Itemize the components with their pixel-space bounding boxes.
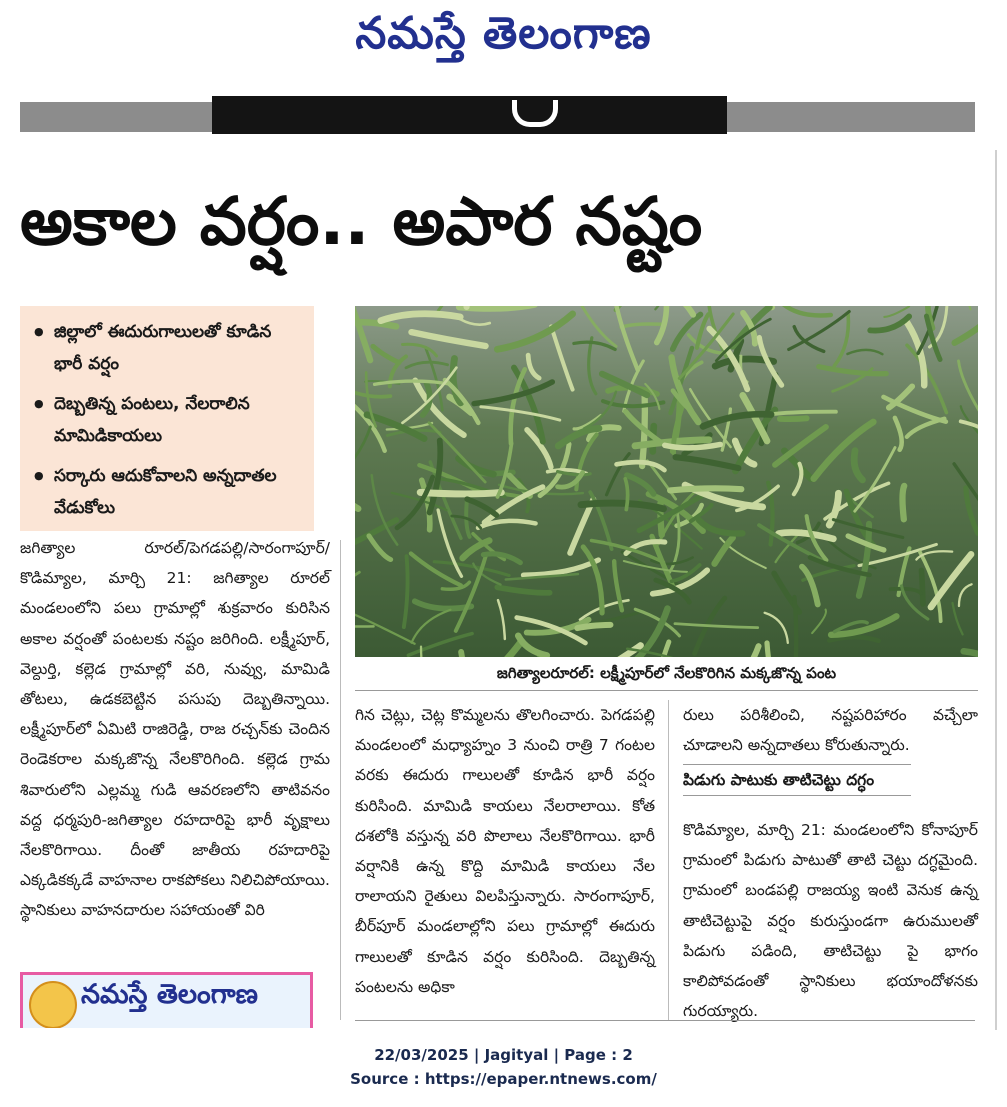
leaf-stroke: [780, 418, 807, 419]
photo-caption: జగిత్యాలరూరల్: లక్ష్మీపూర్‌లో నేలకొరిగిన మక్కజొన్న పంట: [496, 664, 837, 682]
leaf-stroke: [577, 625, 610, 628]
leaf-stroke: [670, 488, 741, 490]
column-divider: [668, 700, 669, 1020]
column-divider: [340, 540, 341, 1020]
crop-photo: [355, 306, 978, 657]
footer-date-line: 22/03/2025 | Jagityal | Page : 2: [374, 1046, 633, 1064]
subheading: పిడుగు పాటుకు తాటిచెట్టు దగ్ధం: [683, 764, 911, 796]
header-band-dark: [212, 96, 727, 134]
masthead-logo: నమస్తే తెలంగాణ: [355, 8, 652, 59]
article-text: గిన చెట్లు, చెట్ల కొమ్మలను తొలగించారు. పెగడపల్లి మండలంలో మధ్యాహ్నం 3 నుంచి రాత్రి 7 గంటల వరకు ఈదురు గాలులతో కూడిన భారీ వర్షం కురిసింది. మామిడి కాయలు నేలరాలాయి. కోత దశలోకి వస్తున్న వరి పొలాలు నేలకొరిగాయి. భారీ వర్షానికి ఉన్న కొద్ది మామిడి కాయలు నేల రాలాయని రైతులు విలపిస్తున్నారు. సారంగాపూర్, బీర్‌పూర్ మండలాల్లోని పలు గ్రామాల్లో ఈదురు గాలులతో కూడిన వర్షం కురిసింది. దెబ్బతిన్న పంటలను అధికా: [355, 706, 655, 996]
emblem-icon: [29, 981, 77, 1028]
page-footer: [0, 1043, 1007, 1091]
article-text: రులు పరిశీలించి, నష్టపరిహారం వచ్చేలా చూడాలని అన్నదాతలు కోరుతున్నారు.: [683, 706, 978, 755]
promo-title: నమస్తే తెలంగాణ: [81, 979, 258, 1010]
caption-divider: [355, 690, 978, 691]
leaf-stroke: [775, 412, 836, 414]
leaf-stroke: [921, 570, 922, 604]
article-text: కొడిమ్యాల, మార్చి 21: మండలంలోని కోనాపూర్ గ్రామంలో పిడుగు పాటుతో తాటి చెట్టు దగ్ధమైంది. గ్రామంలో బండపల్లి రాజయ్య ఇంటి వెనుక ఉన్న తాటిచెట్టుపై వర్షం కురుస్తుండగా ఉరుములతో పిడుగు పడింది, తాటిచెట్టు పై భాగం కాలిపోవడంతో స్థానికులు భయాందోళనకు గురయ్యారు.: [683, 821, 978, 1021]
article-column-3-lower: [683, 815, 978, 1026]
promo-banner: [20, 972, 313, 1028]
highlight-item: ● సర్కారు ఆదుకోవాలని అన్నదాతల వేడుకోలు: [32, 460, 304, 524]
highlight-item: ● దెబ్బతిన్న పంటలు, నేలరాలిన మామిడికాయలు: [32, 388, 304, 452]
leaf-stroke: [794, 597, 796, 657]
leaf-stroke: [420, 492, 501, 494]
leaf-stroke: [902, 486, 904, 519]
footer-source-line: Source : https://epaper.ntnews.com/: [350, 1070, 657, 1088]
page-edge-rule: [995, 150, 997, 1030]
article-column-3: [683, 700, 978, 760]
leaf-stroke: [459, 306, 534, 308]
article-column-1: [20, 533, 330, 926]
article-column-2: [355, 700, 655, 1002]
article-text: జగిత్యాల రూరల్/పెగడపల్లి/సారంగాపూర్/కొడిమ్యాల, మార్చి 21: జగిత్యాల రూరల్ మండలంలోని పలు గ్రామాల్లో శుక్రవారం కురిసిన అకాల వర్షంతో పంటలకు నష్టం జరిగింది. లక్ష్మీపూర్, వెల్దుర్తి, కల్లెడ గ్రామాల్లో వరి, నువ్వు, మామిడి తోటలు, ఉడకబెట్టిన పసుపు దెబ్బతిన్నాయి. లక్ష్మీపూర్‌లో ఏమిటి రాజిరెడ్డి, రాజ రచ్చన్‌కు చెందిన రెండెకరాల మక్కజొన్న నేలకొరిగింది. కల్లెడ గ్రామ శివారులోని ఎల్లమ్మ గుడి ఆవరణలోని తాటివనం వద్ద ధర్మపురి-జగిత్యాల రహదారిపై భారీ వృక్షాలు నేలకొరిగాయి. దీంతో జాతీయ రహదారిపై ఎక్కడికక్కడే వాహనాల రాకపోకలు నిలిచిపోయాయి. స్థానికులు వాహనదారుల సహాయంతో విరి: [20, 539, 330, 920]
highlights-box: [20, 306, 314, 531]
bottom-divider: [355, 1020, 975, 1021]
highlight-item: ● జిల్లాలో ఈదురుగాలులతో కూడిన భారీ వర్షం: [32, 316, 304, 380]
headline: అకాల వర్షం.. అపార నష్టం: [20, 183, 703, 260]
